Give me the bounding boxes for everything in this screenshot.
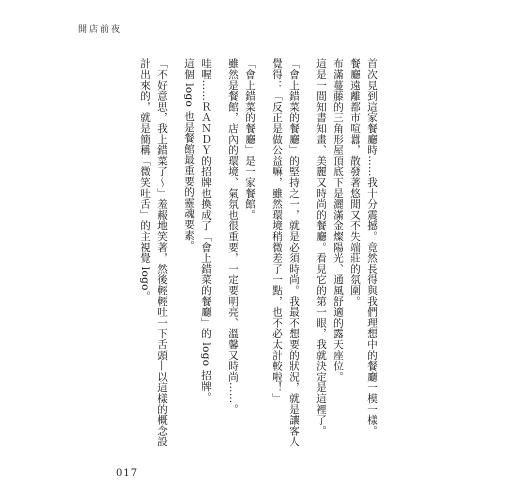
page-number: 017	[116, 468, 139, 479]
paragraph: 這個 logo 也是餐館最重要的靈魂要素。	[183, 58, 195, 252]
paragraph: 這是一間知書知畫、美麗又時尚的餐廳。看見它的第一眼，我就決定是這裡了。	[315, 58, 327, 436]
paragraph: 「會上錯菜的餐廳」是一家餐館。	[244, 58, 256, 220]
running-header: 開店前夜	[78, 25, 123, 35]
paragraph: 首次見到這家餐廳時……我十分震撼。竟然長得與我們理想中的餐廳一模一樣。	[366, 58, 378, 436]
paragraph: 餐廳遠離都市喧囂，散發著悠閒又不失端莊的氛圍。	[349, 58, 361, 307]
paragraph: 雖然是餐館，店內的環境、氣氛也很重要，一定要明亮、溫馨又時尚……。	[227, 58, 239, 415]
paragraph: 布滿蔓藤的三角形屋頂底下是灑滿金燦陽光、通風舒適的露天座位。	[332, 58, 344, 382]
paragraph: 哇喔……ＲＡＮＤＹ的招牌也換成了「會上錯菜的餐廳」的 logo 招牌。	[200, 58, 212, 403]
paragraph: 「不好意思，我上錯菜了～」羞赧地笑著，然後輕輕吐一下舌頭—以這樣的概念設計出來的，就是簡稱「微笑吐舌」的主視覺 logo。	[139, 58, 168, 447]
paragraph: 「會上錯菜的餐廳」的堅持之一，就是必須時尚。我最不想要的狀況，就是讓客人覺得：「反正是做公益嘛，雖然環境稍微差了一點，也不必太計較啦！」	[271, 58, 300, 447]
vertical-text-body	[136, 58, 380, 450]
